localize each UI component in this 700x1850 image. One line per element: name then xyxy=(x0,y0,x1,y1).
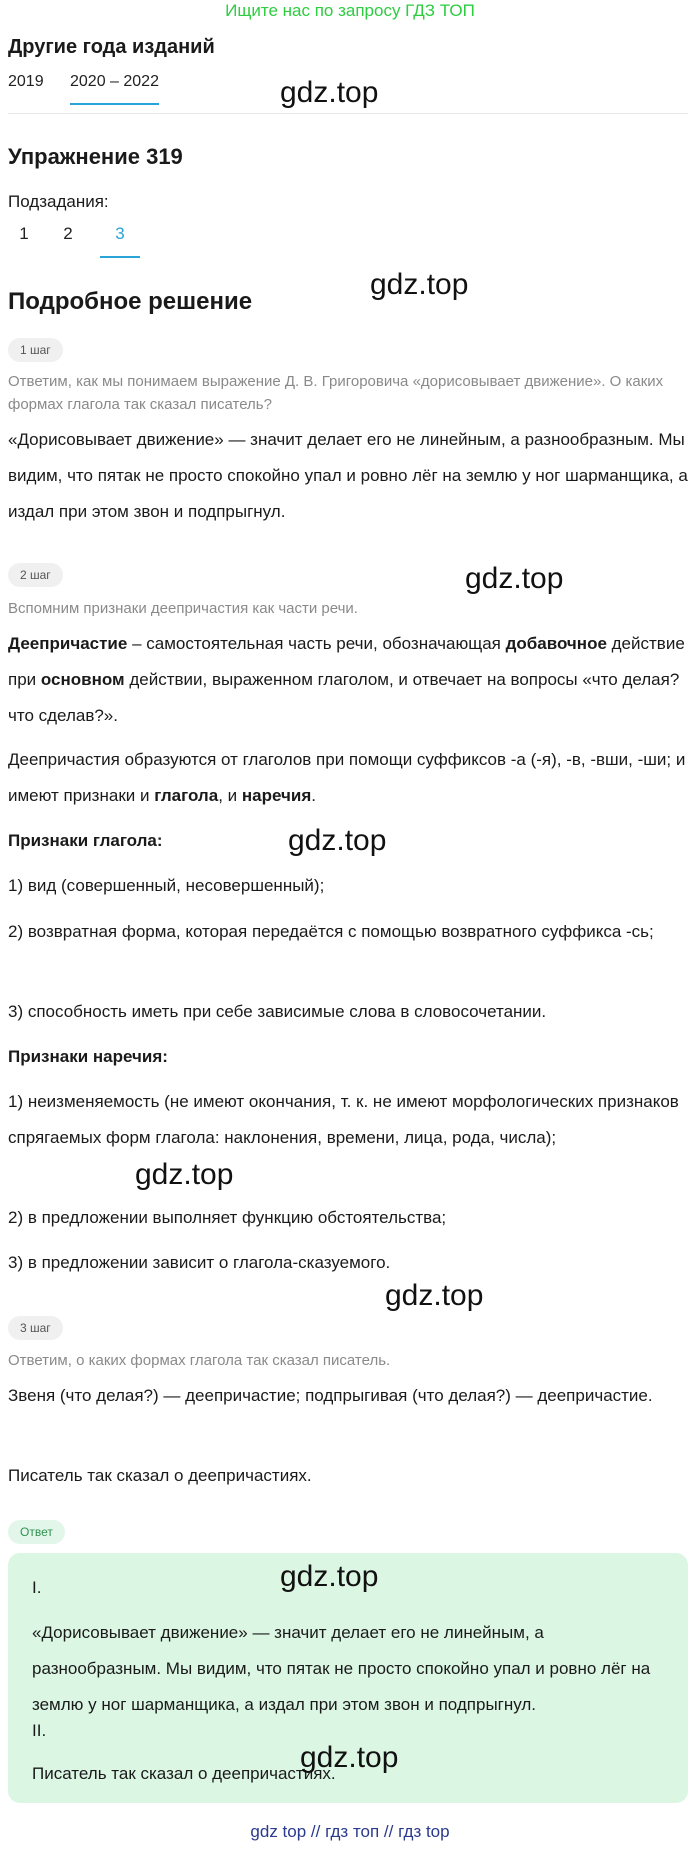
term-additional: добавочное xyxy=(505,634,607,653)
footer-links: gdz top // гдз топ // гдз top xyxy=(250,1822,450,1841)
exercise-title: Упражнение 319 xyxy=(8,144,183,169)
watermark: gdz.top xyxy=(288,824,387,857)
watermark: gdz.top xyxy=(385,1279,484,1312)
step-1-badge: 1 шаг xyxy=(8,338,63,362)
watermark: gdz.top xyxy=(135,1158,234,1191)
term-verb: глагола xyxy=(154,786,219,805)
step-3-text-1: Звеня (что делая?) — деепричастие; подпрыгивая (что делая?) — деепричастие. xyxy=(8,1386,653,1405)
step-1-question: Ответим, как мы понимаем выражение Д. В. Григоровича «дорисовывает движение». О каких формах глагола так сказал писатель? xyxy=(8,373,664,413)
answer-badge: Ответ xyxy=(8,1520,65,1544)
step-3-question: Ответим, о каких формах глагола так сказал писатель. xyxy=(8,1352,391,1369)
term-adverb: наречия xyxy=(241,786,312,805)
answer-text-1: «Дорисовывает движение» — значит делает его не линейным, а разнообразным. Мы видим, что пятак не просто спокойно упал и ровно лёг на землю у ног шарманщика, а издал при этом звон и подпрыгнул. xyxy=(32,1623,651,1714)
term-gerund: Деепричастие xyxy=(8,634,128,653)
step-2-badge: 2 шаг xyxy=(8,563,63,587)
subtask-tab-1[interactable]: 1 xyxy=(19,224,29,243)
promo-banner: Ищите нас по запросу ГДЗ ТОП xyxy=(225,1,475,20)
formation-part-3: . xyxy=(311,786,316,805)
solution-title: Подробное решение xyxy=(8,288,253,315)
step-3-text-2: Писатель так сказал о деепричастиях. xyxy=(8,1466,312,1485)
subtask-tab-3[interactable]: 3 xyxy=(100,224,140,258)
subtask-tabs xyxy=(8,218,692,258)
adverb-feature-3: 3) в предложении зависит о глагола-сказуемого. xyxy=(8,1253,391,1272)
adverb-features-heading: Признаки наречия: xyxy=(8,1047,168,1066)
step-3-badge: 3 шаг xyxy=(8,1316,63,1340)
year-tab-2019[interactable]: 2019 xyxy=(8,73,44,90)
subtask-tab-2[interactable]: 2 xyxy=(63,224,73,243)
verb-feature-2: 2) возвратная форма, которая передаётся с помощью возвратного суффикса -сь; xyxy=(8,922,654,941)
adverb-feature-1: 1) неизменяемость (не имеют окончания, т. к. не имеют морфологических признаков спрягаемых форм глагола: наклонения, времени, лица, рода, числа); xyxy=(8,1092,679,1147)
watermark: gdz.top xyxy=(300,1741,399,1774)
definition-part-1: – самостоятельная часть речи, обозначающая xyxy=(127,634,506,653)
step-1-text: «Дорисовывает движение» — значит делает его не линейным, а разнообразным. Мы видим, что пятак не просто спокойно упал и ровно лёг на землю у ног шарманщика, а издал при этом звон и подпрыгнул. xyxy=(8,430,688,521)
answer-text-2: Писатель так сказал о деепричастиях. xyxy=(32,1764,336,1783)
subtasks-label: Подзадания: xyxy=(8,192,109,211)
formation-part-2: , и xyxy=(218,786,242,805)
verb-feature-1: 1) вид (совершенный, несовершенный); xyxy=(8,876,325,895)
definition-part-2: действие при xyxy=(8,634,685,689)
answer-numeral-2: II. xyxy=(32,1721,47,1740)
watermark: gdz.top xyxy=(465,562,564,595)
adverb-feature-2: 2) в предложении выполняет функцию обстоятельства; xyxy=(8,1208,447,1227)
watermark: gdz.top xyxy=(280,1560,379,1593)
watermark: gdz.top xyxy=(280,76,379,109)
definition-part-3: действии, выраженном глаголом, и отвечает на вопросы «что делая? что сделав?». xyxy=(8,670,680,725)
definition-paragraph xyxy=(8,626,688,734)
formation-part-1: Деепричастия образуются от глаголов при помощи суффиксов -а (-я), -в, -вши, -ши; и имеют признаки и xyxy=(8,750,686,805)
formation-paragraph xyxy=(8,742,688,814)
other-years-title: Другие года изданий xyxy=(8,36,215,58)
verb-features-heading: Признаки глагола: xyxy=(8,831,163,850)
year-tab-2020-2022[interactable]: 2020 – 2022 xyxy=(70,73,159,105)
term-main: основном xyxy=(40,670,125,689)
step-2-question: Вспомним признаки деепричастия как части речи. xyxy=(8,600,358,617)
watermark: gdz.top xyxy=(370,268,469,301)
verb-feature-3: 3) способность иметь при себе зависимые слова в словосочетании. xyxy=(8,1002,547,1021)
answer-numeral-1: I. xyxy=(32,1578,42,1597)
